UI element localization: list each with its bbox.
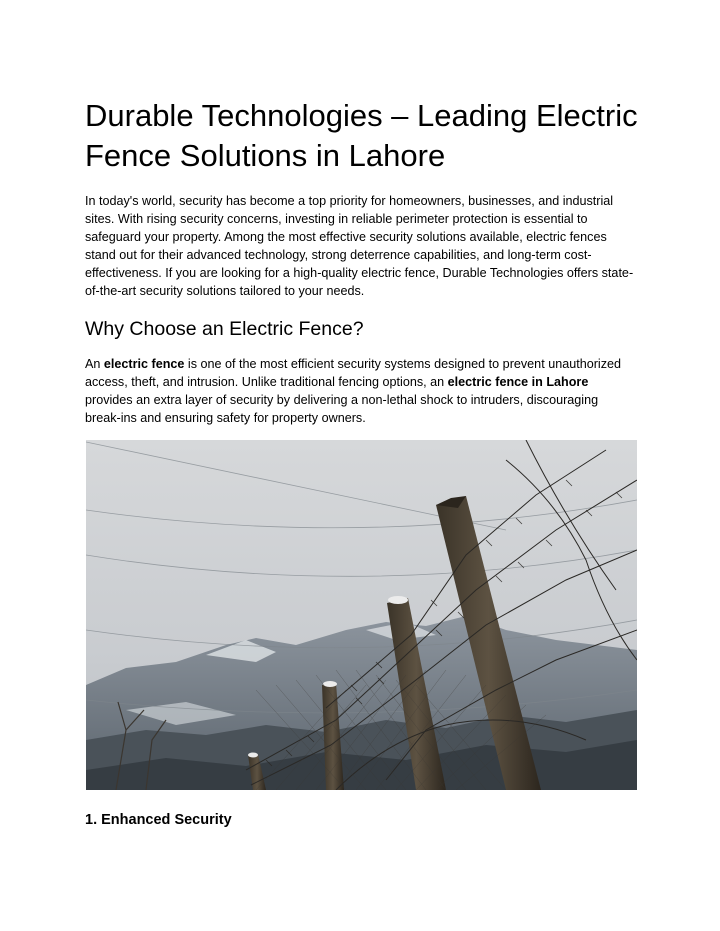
page-title: Durable Technologies – Leading Electric Fence Solutions in Lahore — [85, 98, 638, 173]
bold-keyword: electric fence — [103, 357, 185, 371]
text-run: An — [85, 357, 104, 371]
text-run: provides an extra layer of security by delivering a non-lethal shock to intruders, discouraging break-ins and ensuring safety for property owners. — [85, 392, 599, 425]
bold-keyword: electric fence in Lahore — [447, 374, 589, 389]
section-heading: Why Choose an Electric Fence? — [85, 318, 364, 340]
text-run: is one of the most efficient security systems designed to prevent unauthorized access, theft, and intrusion. Unlike traditional fencing options, an — [85, 357, 622, 389]
subsection-heading: 1. Enhanced Security — [85, 812, 232, 828]
fence-photo — [86, 440, 637, 790]
section-paragraph — [85, 356, 637, 428]
intro-paragraph: In today's world, security has become a top priority for homeowners, businesses, and industrial sites. With rising security concerns, investing in reliable perimeter protection is essential to safeguard your property. Among the most effective security solutions available, electric fences stand out for their advanced technology, strong deterrence capabilities, and long-term cost-effectiveness. If you are looking for a high-quality electric fence, Durable Technologies offers state-of-the-art security solutions tailored to your needs. — [85, 194, 634, 298]
